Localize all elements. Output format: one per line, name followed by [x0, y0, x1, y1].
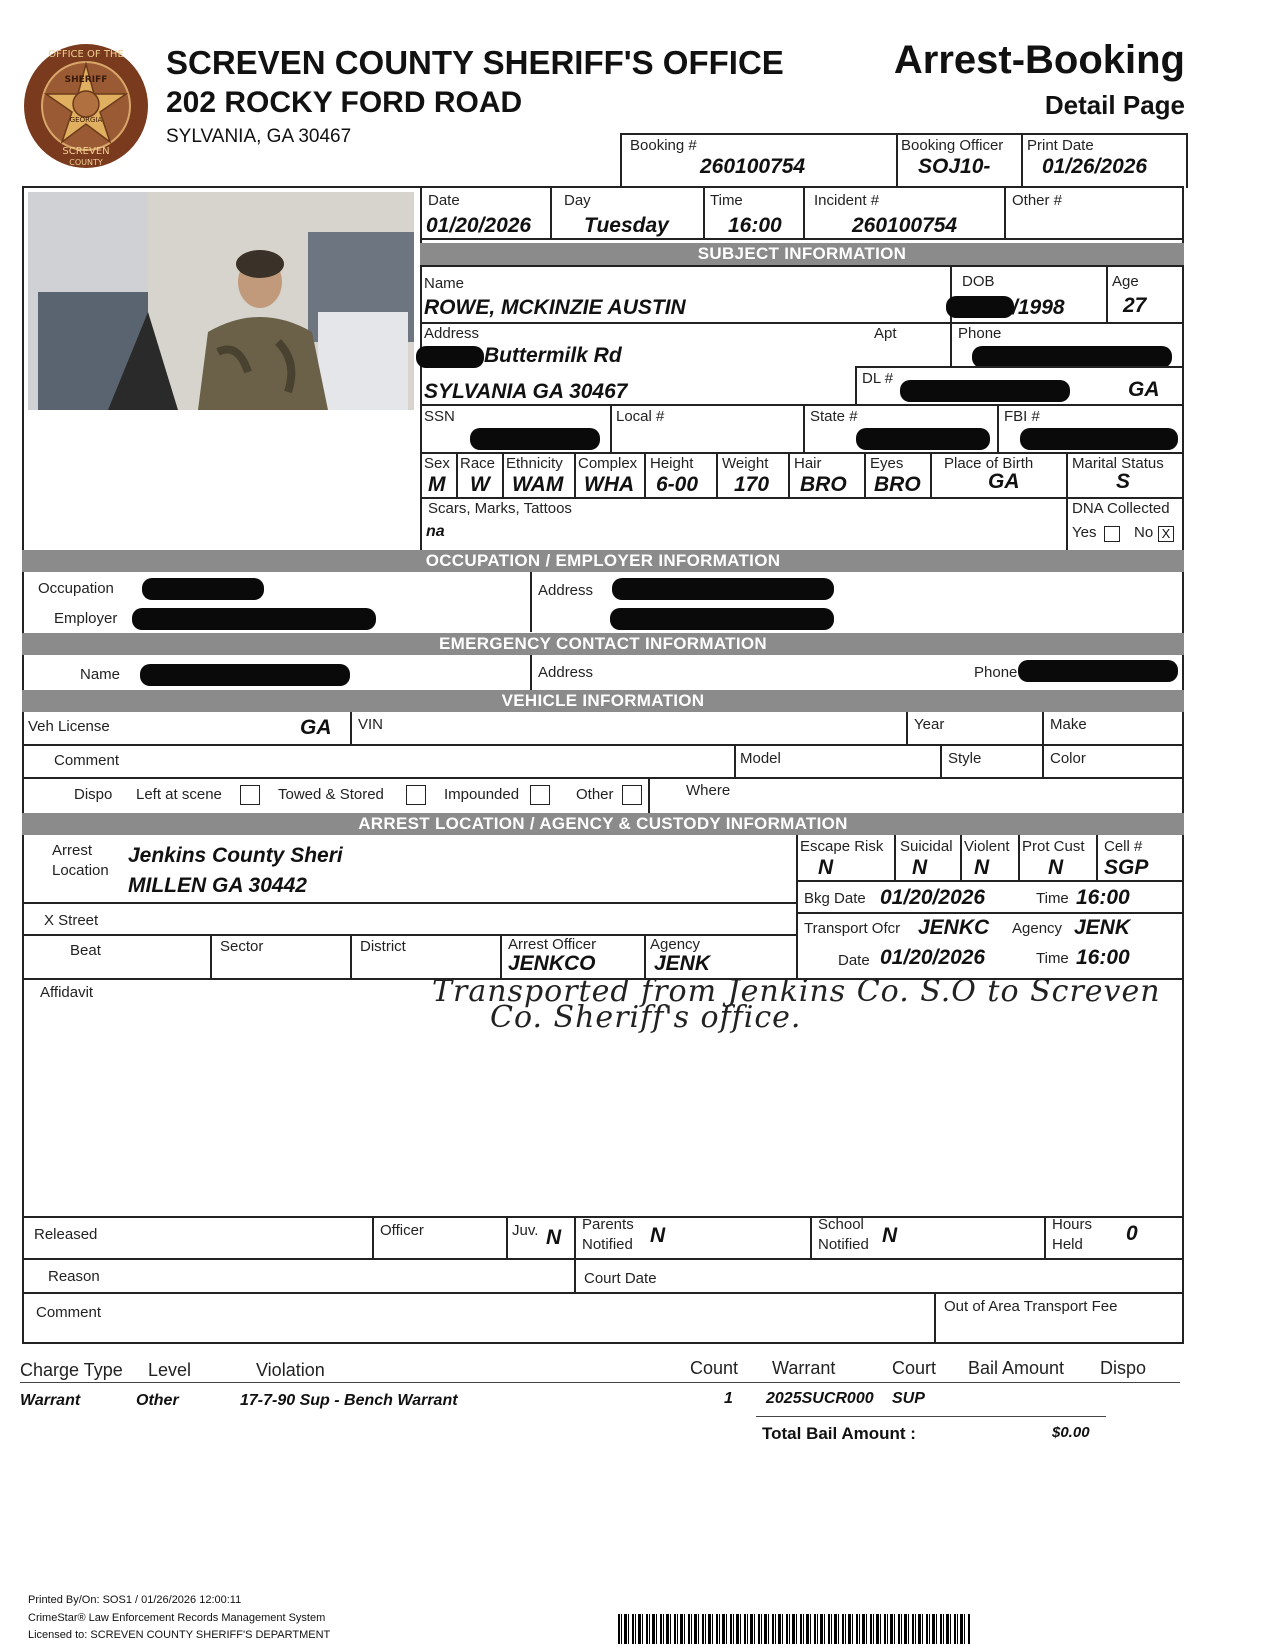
- svg-text:GEORGIA: GEORGIA: [69, 116, 103, 124]
- eyes-label: Eyes: [870, 455, 904, 472]
- sex-value: M: [428, 473, 446, 496]
- event-time: 16:00: [728, 214, 782, 237]
- parents-notified-label-2: Notified: [582, 1236, 633, 1253]
- where-label: Where: [686, 782, 731, 799]
- hair-value: BRO: [800, 473, 847, 496]
- color-label: Color: [1050, 750, 1086, 767]
- juvenile-label: Juv.: [512, 1222, 539, 1239]
- vehicle-license-label: Veh License: [28, 718, 110, 735]
- release-officer-label: Officer: [380, 1222, 424, 1239]
- arrest-location-label-2: Location: [52, 862, 109, 879]
- charge-level: Other: [136, 1392, 179, 1409]
- transport-date: 01/20/2026: [880, 946, 986, 969]
- print-date: 01/26/2026: [1042, 155, 1148, 178]
- other-number-label: Other #: [1012, 192, 1063, 209]
- arrest-location-band: ARREST LOCATION / AGENCY & CUSTODY INFORMATION: [22, 813, 1184, 835]
- beat-label: Beat: [70, 942, 101, 959]
- subject-age: 27: [1123, 294, 1147, 317]
- incident-number: 260100754: [852, 214, 958, 237]
- level-header: Level: [148, 1360, 192, 1380]
- weight-value: 170: [734, 473, 770, 496]
- redacted-house-number: [416, 346, 484, 368]
- impounded-checkbox[interactable]: [530, 785, 550, 805]
- sheriff-badge-logo: [22, 42, 150, 170]
- redacted-employer-address-2: [610, 608, 834, 630]
- height-label: Height: [650, 455, 694, 472]
- age-label: Age: [1112, 273, 1139, 290]
- model-label: Model: [740, 750, 781, 767]
- other-dispo-checkbox[interactable]: [622, 785, 642, 805]
- arrest-location-label-1: Arrest: [52, 842, 93, 859]
- left-at-scene-checkbox[interactable]: [240, 785, 260, 805]
- charge-warrant: 2025SUCR000: [766, 1390, 874, 1407]
- print-date-label: Print Date: [1027, 137, 1094, 154]
- height-value: 6-00: [656, 473, 699, 496]
- booking-time: 16:00: [1076, 886, 1130, 909]
- hair-label: Hair: [794, 455, 822, 472]
- phone-label: Phone: [958, 325, 1002, 342]
- redacted-fbi-number: [1020, 428, 1178, 450]
- district-label: District: [360, 938, 406, 955]
- dna-no-label: No: [1134, 524, 1154, 541]
- year-label: Year: [914, 716, 945, 733]
- apt-label: Apt: [874, 325, 897, 342]
- incident-label: Incident #: [814, 192, 880, 209]
- dna-collected-label: DNA Collected: [1072, 500, 1170, 517]
- page-title: Arrest-Booking: [893, 38, 1185, 82]
- parents-notified-label-1: Parents: [582, 1216, 634, 1233]
- event-day: Tuesday: [584, 214, 669, 237]
- redacted-occupation: [142, 578, 264, 600]
- redacted-ssn: [470, 428, 600, 450]
- charge-type-header: Charge Type: [20, 1360, 123, 1380]
- other-dispo-label: Other: [576, 786, 614, 803]
- emergency-contact-band: EMERGENCY CONTACT INFORMATION: [22, 633, 1184, 655]
- marital-status-label: Marital Status: [1072, 455, 1164, 472]
- hours-held: 0: [1126, 1222, 1138, 1245]
- event-date: 01/20/2026: [426, 214, 532, 237]
- place-of-birth: GA: [988, 470, 1020, 493]
- released-label: Released: [34, 1226, 98, 1243]
- arrest-officer: JENKCO: [508, 952, 596, 975]
- subject-information-band: SUBJECT INFORMATION: [420, 243, 1184, 265]
- hours-held-label-1: Hours: [1052, 1216, 1093, 1233]
- school-notified-label-2: Notified: [818, 1236, 869, 1253]
- arrest-location-2: MILLEN GA 30442: [128, 874, 307, 897]
- dna-no-checkbox[interactable]: X: [1158, 526, 1174, 542]
- state-number-label: State #: [810, 408, 858, 425]
- transport-officer-label: Transport Ofcr: [804, 920, 901, 937]
- violation-header: Violation: [256, 1360, 325, 1380]
- name-label: Name: [424, 275, 465, 292]
- page-subtitle: Detail Page: [1044, 90, 1185, 120]
- towed-stored-label: Towed & Stored: [278, 786, 384, 803]
- booking-officer-label: Booking Officer: [901, 137, 1004, 154]
- office-name: SCREVEN COUNTY SHERIFF'S OFFICE: [166, 44, 784, 81]
- occupation-band: OCCUPATION / EMPLOYER INFORMATION: [22, 550, 1184, 572]
- dispo-label: Dispo: [74, 786, 113, 803]
- school-notified: N: [882, 1224, 898, 1247]
- ethnicity-value: WAM: [512, 473, 564, 496]
- emergency-name-label: Name: [80, 666, 121, 683]
- booking-time-label: Time: [1036, 890, 1069, 907]
- employer-label: Employer: [54, 610, 118, 627]
- transport-time-label: Time: [1036, 950, 1069, 967]
- make-label: Make: [1050, 716, 1087, 733]
- dna-yes-label: Yes: [1072, 524, 1097, 541]
- redacted-state-number: [856, 428, 990, 450]
- marital-status: S: [1116, 470, 1131, 493]
- charge-violation: 17-7-90 Sup - Bench Warrant: [240, 1392, 458, 1409]
- left-at-scene-label: Left at scene: [136, 786, 222, 803]
- parents-notified: N: [650, 1224, 666, 1247]
- booking-photo: [28, 192, 414, 410]
- cell-number: SGP: [1104, 856, 1149, 879]
- svg-text:SCREVEN: SCREVEN: [62, 146, 110, 157]
- scars-value: na: [426, 523, 445, 540]
- violent-label: Violent: [964, 838, 1010, 855]
- employer-address-label: Address: [538, 582, 594, 599]
- juvenile-value: N: [546, 1226, 562, 1249]
- vehicle-information-band: VEHICLE INFORMATION: [22, 690, 1184, 712]
- school-notified-label-1: School: [818, 1216, 864, 1233]
- vin-label: VIN: [358, 716, 384, 733]
- prot-cust: N: [1048, 856, 1064, 879]
- scars-label: Scars, Marks, Tattoos: [428, 500, 572, 517]
- race-value: W: [470, 473, 490, 496]
- court-date-label: Court Date: [584, 1270, 657, 1287]
- escape-risk: N: [818, 856, 834, 879]
- arrest-officer-label: Arrest Officer: [508, 936, 597, 953]
- redacted-employer-address-1: [612, 578, 834, 600]
- impounded-label: Impounded: [444, 786, 520, 803]
- dob-label: DOB: [962, 273, 995, 290]
- violent: N: [974, 856, 990, 879]
- sector-label: Sector: [220, 938, 264, 955]
- booking-date-label: Bkg Date: [804, 890, 866, 907]
- arrest-location-1: Jenkins County Sheri: [128, 844, 343, 867]
- transport-agency-label: Agency: [1012, 920, 1063, 937]
- local-number-label: Local #: [616, 408, 665, 425]
- dispo-header: Dispo: [1100, 1358, 1147, 1378]
- svg-text:OFFICE OF THE: OFFICE OF THE: [48, 49, 124, 60]
- dl-state: GA: [1128, 378, 1160, 401]
- towed-stored-checkbox[interactable]: [406, 785, 426, 805]
- subject-name: ROWE, MCKINZIE AUSTIN: [424, 296, 686, 319]
- address-label: Address: [424, 325, 480, 342]
- redacted-dl: [900, 380, 1070, 402]
- count-header: Count: [690, 1358, 739, 1378]
- barcode: [618, 1614, 970, 1644]
- complex-label: Complex: [578, 455, 638, 472]
- dna-yes-checkbox[interactable]: [1104, 526, 1120, 542]
- charge-court: SUP: [892, 1390, 925, 1407]
- svg-text:SHERIFF: SHERIFF: [64, 75, 108, 85]
- place-of-birth-label: Place of Birth: [944, 455, 1034, 472]
- footer-licensed: Licensed to: SCREVEN COUNTY SHERIFF'S DEPARTMENT: [28, 1629, 331, 1641]
- hours-held-label-2: Held: [1052, 1236, 1083, 1253]
- redacted-employer: [132, 608, 376, 630]
- weight-label: Weight: [722, 455, 769, 472]
- dl-label: DL #: [862, 370, 894, 387]
- suicidal-label: Suicidal: [900, 838, 953, 855]
- footer-printed-by: Printed By/On: SOS1 / 01/26/2026 12:00:11: [28, 1594, 242, 1606]
- total-bail-amount: $0.00: [1052, 1424, 1090, 1441]
- svg-text:COUNTY: COUNTY: [69, 158, 103, 167]
- arrest-agency: JENK: [654, 952, 711, 975]
- court-header: Court: [892, 1358, 937, 1378]
- fbi-number-label: FBI #: [1004, 408, 1040, 425]
- redacted-dob: [946, 296, 1014, 318]
- time-label: Time: [710, 192, 743, 209]
- emergency-address-label: Address: [538, 664, 594, 681]
- reason-label: Reason: [48, 1268, 100, 1285]
- redacted-phone: [972, 346, 1172, 368]
- prot-cust-label: Prot Cust: [1022, 838, 1085, 855]
- booking-date: 01/20/2026: [880, 886, 986, 909]
- dob-year: /1998: [1012, 296, 1065, 319]
- booking-officer: SOJ10-: [918, 155, 991, 178]
- charge-count: 1: [724, 1390, 733, 1407]
- escape-risk-label: Escape Risk: [800, 838, 884, 855]
- bail-amount-header: Bail Amount: [968, 1358, 1065, 1378]
- complex-value: WHA: [584, 473, 635, 496]
- warrant-header: Warrant: [772, 1358, 836, 1378]
- eyes-value: BRO: [874, 473, 921, 496]
- date-label: Date: [428, 192, 460, 209]
- vehicle-comment-label: Comment: [54, 752, 120, 769]
- cross-street-label: X Street: [44, 912, 99, 929]
- ethnicity-label: Ethnicity: [506, 455, 563, 472]
- transport-date-label: Date: [838, 952, 870, 969]
- address-line-1: Buttermilk Rd: [484, 344, 622, 367]
- emergency-phone-label: Phone: [974, 664, 1018, 681]
- affidavit-handwriting-line-1: Transported from Jenkins Co. S.O to Screven: [432, 974, 1161, 1009]
- transport-agency: JENK: [1074, 916, 1131, 939]
- total-bail-label: Total Bail Amount :: [762, 1424, 916, 1443]
- transport-time: 16:00: [1076, 946, 1130, 969]
- redacted-emergency-name: [140, 664, 350, 686]
- affidavit-label: Affidavit: [40, 984, 94, 1001]
- office-street: 202 ROCKY FORD ROAD: [166, 86, 523, 119]
- booking-number: 260100754: [700, 155, 806, 178]
- address-line-2: SYLVANIA GA 30467: [424, 380, 628, 403]
- release-comment-label: Comment: [36, 1304, 102, 1321]
- race-label: Race: [460, 455, 496, 472]
- office-city: SYLVANIA, GA 30467: [166, 126, 352, 147]
- sex-label: Sex: [424, 455, 450, 472]
- arrest-agency-label: Agency: [650, 936, 701, 953]
- day-label: Day: [564, 192, 591, 209]
- style-label: Style: [948, 750, 982, 767]
- footer-system: CrimeStar® Law Enforcement Records Management System: [28, 1612, 326, 1624]
- occupation-label: Occupation: [38, 580, 114, 597]
- redacted-emergency-phone: [1018, 660, 1178, 682]
- affidavit-handwriting-line-2: Co. Sheriff's office.: [490, 1000, 802, 1035]
- transport-officer: JENKC: [918, 916, 990, 939]
- ssn-label: SSN: [424, 408, 455, 425]
- transport-fee-label: Out of Area Transport Fee: [944, 1298, 1118, 1315]
- cell-number-label: Cell #: [1104, 838, 1143, 855]
- vehicle-license-state: GA: [300, 716, 332, 739]
- charge-type: Warrant: [20, 1392, 81, 1409]
- booking-number-label: Booking #: [630, 137, 697, 154]
- suicidal: N: [912, 856, 928, 879]
